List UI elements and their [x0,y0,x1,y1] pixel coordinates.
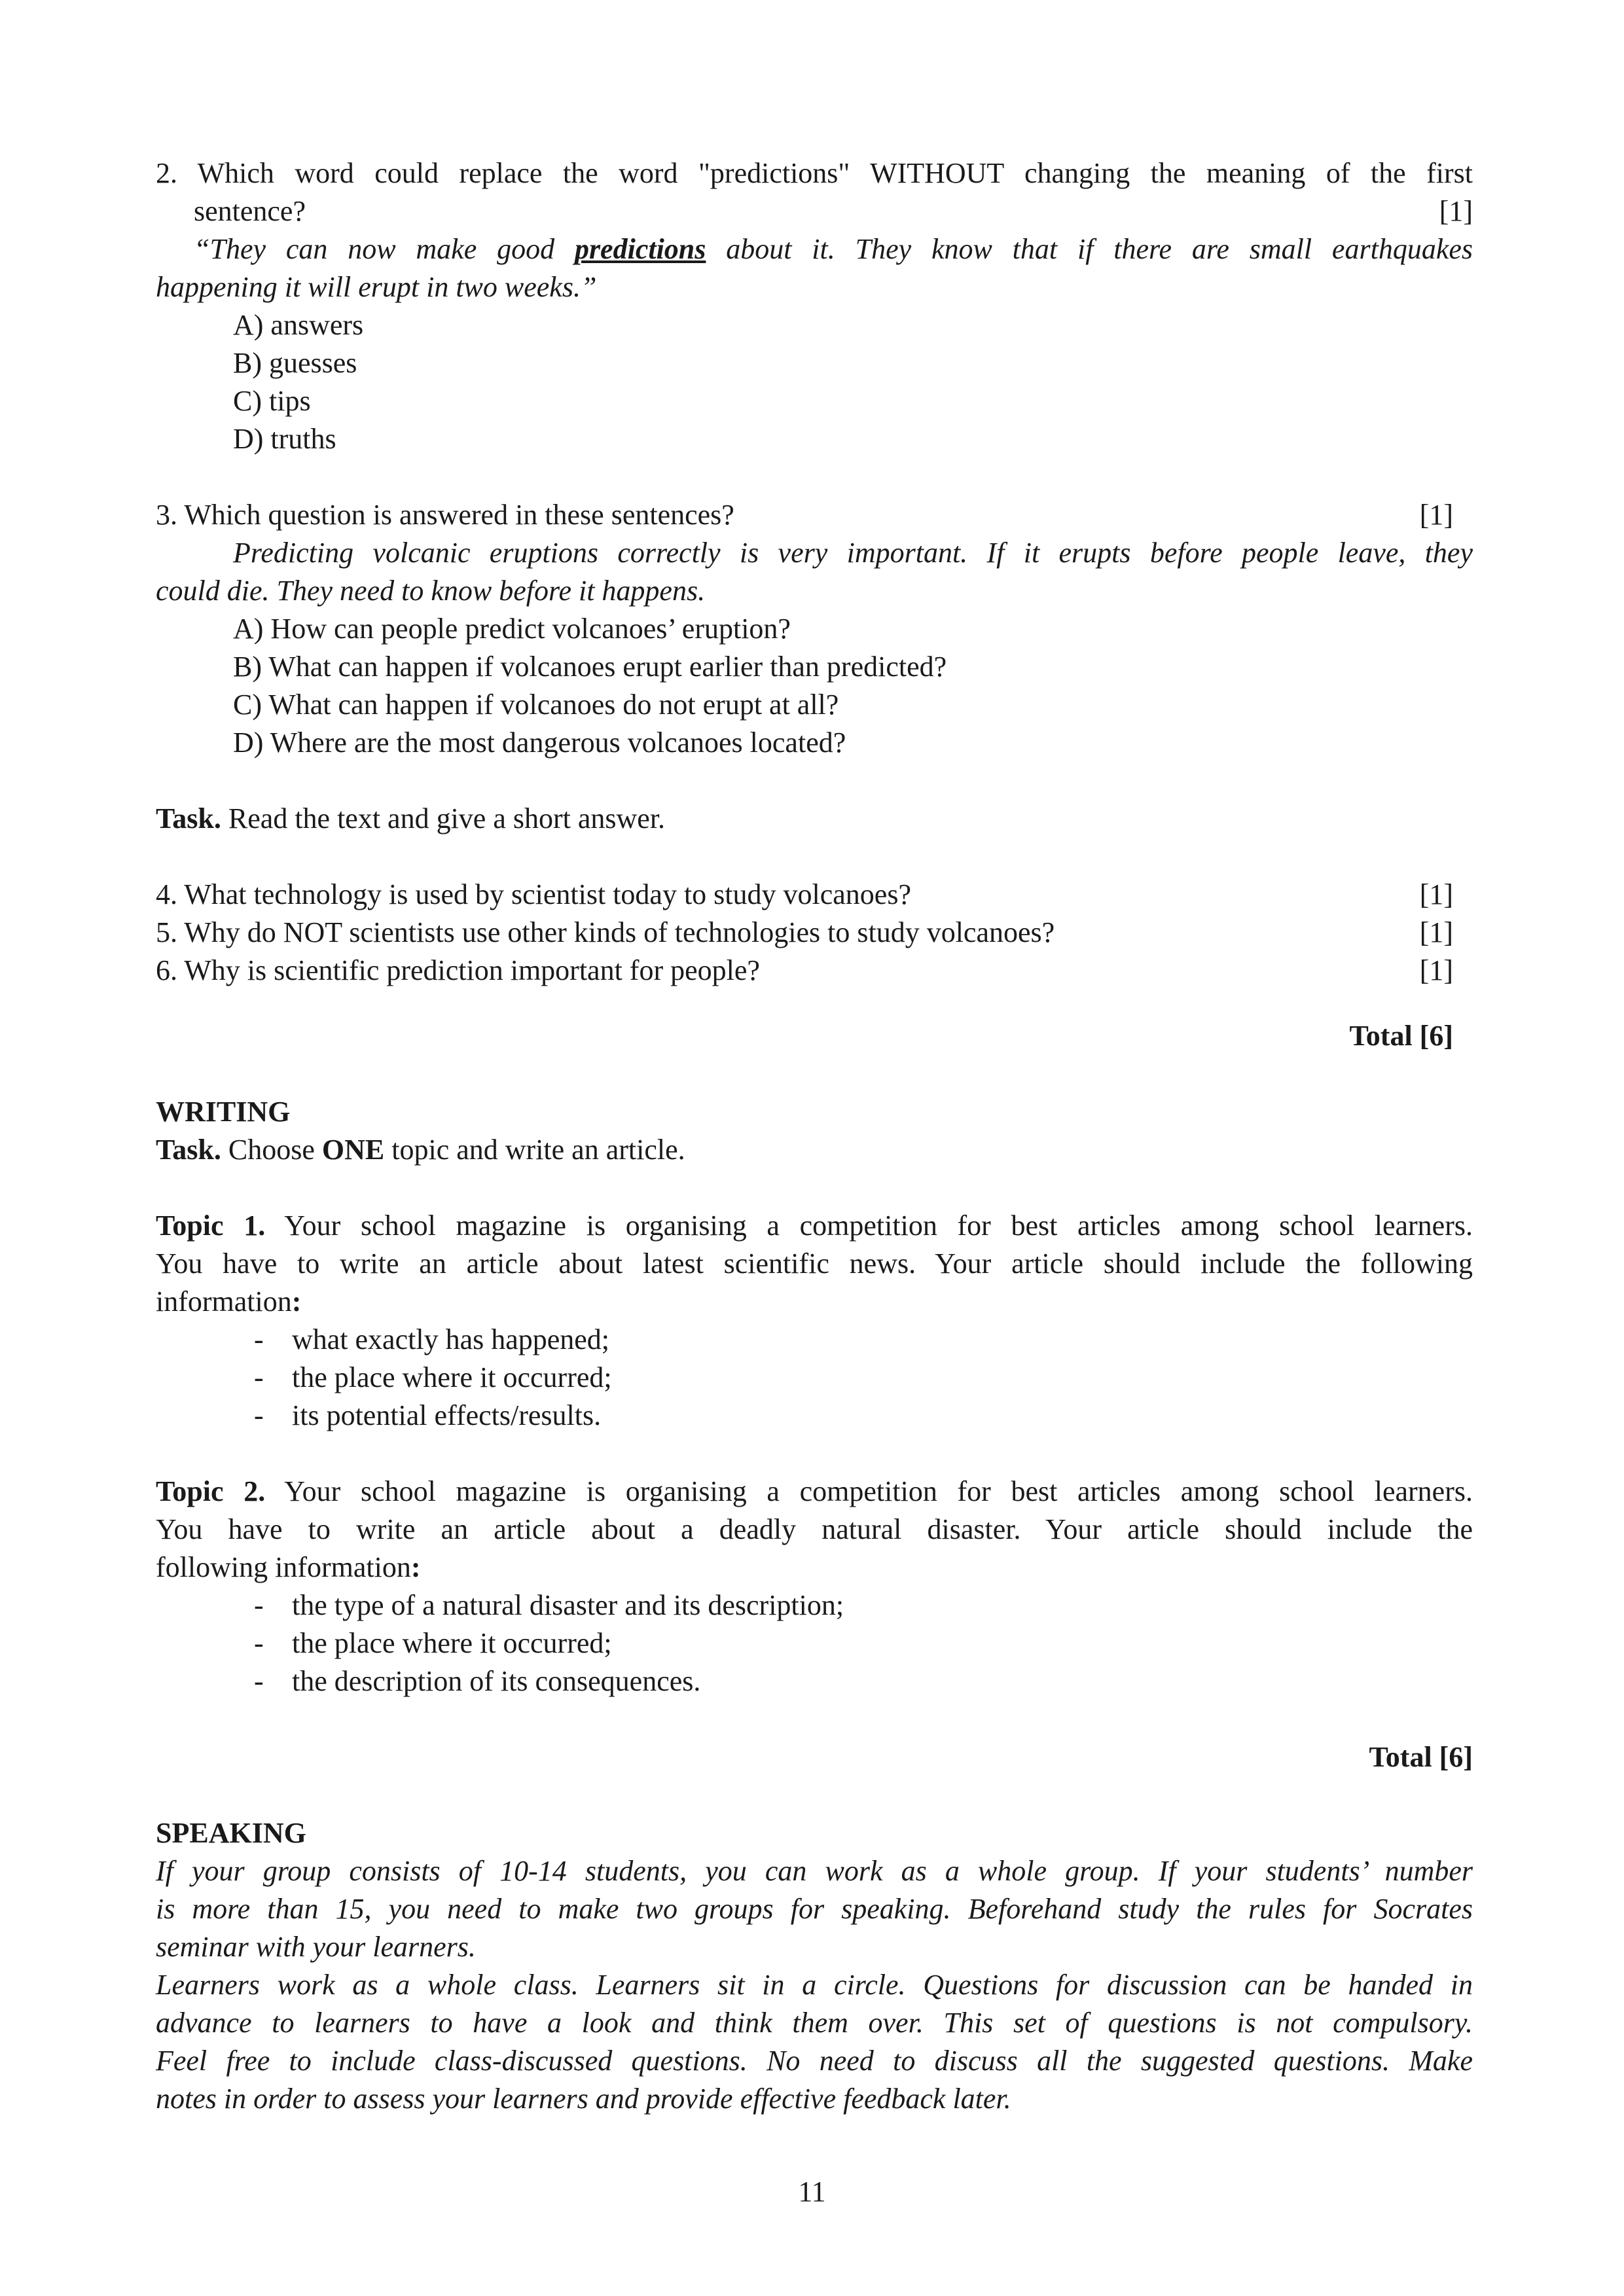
short-answer-task: Task. Read the text and give a short answer. [156,802,666,834]
q3-quote-line2: could die. They need to know before it happens. [156,575,706,607]
document-page: 2. Which word could replace the word "predictions" WITHOUT changing the meaning of the first sentence? [1] “They can now make good predictions about it. They know that if there are small earthquakes happening it will erupt in two weeks.” A) answers B) guesses C) tips D) truths 3. Which question is answered in these sentences? [1] Predicting volcanic eruptions correctly is very important. If it erupts before people leave, they could die. They need to know before it happens. A) How can people predict volcanoes’ eruption? B) What can happen if volcanoes erupt earlier than predicted? C) What can happen if volcanoes do not erupt at all? D) Where are the most dangerous volcanoes located? Task. Read the text and give a short answer. 4. What technology is used by scientist today to study volcanoes? [1] 5. Why do NOT scientists use other kinds of technologies to study volcanoes? [1] 6. Why is scientific prediction important for people? [1] Total [6] WRITING Task. Choose ONE topic and write an article. Topic 1. Your school magazine is organising a competition for best articles among school learners. You have to write an article about latest scientific news. Your article should include the following information: - what exactly has happened; - the place where it occurred; - its potential effects/results. Topic 2. Your school magazine is organising a competition for best articles among school learners. You have to write an article about a deadly natural disaster. Your article should include the following information: - the type of a natural disaster and its description; - the place where it occurred; - the description of its consequences. Total [6] SPEAKING If your group consists of 10-14 students, you can work as a whole group. If your students’ number is more than 15, you need to make two groups for speaking. Beforehand study the rules for Socrates seminar with your learners. Learners work as a whole class. Learners sit in a circle. Questions for discussion can be handed in advance to learners to have a look and think them over. This set of questions is not compulsory. Feel free to include class-discussed questions. No need to discuss all the suggested questions. Make notes in order to assess your learners and provide effective feedback later. 11 [0,0,1624,2296]
q2-prompt-line2 [194,192,1473,230]
page-number: 11 [798,2176,826,2208]
q2-key-word: predictions [574,233,706,265]
speaking-line-7: notes in order to assess your learners and provide effective feedback later. [156,2083,1011,2115]
topic2-line1: Topic 2. Your school magazine is organising a competition for best articles among school learners. [156,1475,1473,1507]
q3-option-d: D) Where are the most dangerous volcanoes located? [233,726,846,759]
speaking-line-4: Learners work as a whole class. Learners sit in a circle. Questions for discussion can be handed in [156,1969,1473,2001]
topic1-line1: Topic 1. Your school magazine is organising a competition for best articles among school learners. [156,1210,1473,1242]
topic2-line3: following information: [156,1551,421,1583]
q2-option-d: D) truths [233,423,336,455]
q2-quote-line1: “They can now make good predictions about it. They know that if there are small earthquakes [194,233,1473,265]
speaking-heading: SPEAKING [156,1817,306,1849]
short-question-4: 4. What technology is used by scientist today to study volcanoes? [1] [156,878,1453,910]
q3-prompt: 3. Which question is answered in these sentences? [1] [156,496,1453,534]
q3-option-b: B) What can happen if volcanoes erupt earlier than predicted? [233,651,947,683]
topic1-line2: You have to write an article about latest scientific news. Your article should include the following [156,1247,1473,1280]
speaking-line-3: seminar with your learners. [156,1931,476,1963]
reading-total: Total [6] [1349,1020,1453,1052]
q2-option-b: B) guesses [233,347,357,379]
q2-option-a: A) answers [233,309,364,341]
q2-mark: [1] [1439,195,1473,227]
q3-option-c: C) What can happen if volcanoes do not erupt at all? [233,689,839,721]
speaking-line-6: Feel free to include class-discussed questions. No need to discuss all the suggested questions. Make [156,2045,1473,2077]
short-question-5: 5. Why do NOT scientists use other kinds of technologies to study volcanoes? [1] [156,916,1453,948]
writing-total: Total [6] [1369,1741,1473,1773]
q2-prompt-text: sentence? [194,195,306,227]
q3-mark: [1] [1419,499,1453,531]
speaking-line-5: advance to learners to have a look and think them over. This set of questions is not compulsory. [156,2007,1473,2039]
q2-option-c: C) tips [233,385,311,417]
speaking-line-1: If your group consists of 10-14 students, you can work as a whole group. If your students’ number [156,1855,1473,1887]
speaking-line-2: is more than 15, you need to make two groups for speaking. Beforehand study the rules for Socrates [156,1893,1473,1925]
q2-quote-line2: happening it will erupt in two weeks.” [156,271,597,303]
q3-option-a: A) How can people predict volcanoes’ eruption? [233,613,791,645]
topic2-line2: You have to write an article about a deadly natural disaster. Your article should include the [156,1513,1473,1545]
q2-prompt-line1: 2. Which word could replace the word "predictions" WITHOUT changing the meaning of the first [156,157,1473,189]
writing-heading: WRITING [156,1096,291,1128]
topic1-line3: information: [156,1285,302,1318]
q3-quote-line1: Predicting volcanic eruptions correctly is very important. If it erupts before people leave, they [233,537,1473,569]
writing-task: Task. Choose ONE topic and write an article. [156,1134,685,1166]
short-question-6: 6. Why is scientific prediction important for people? [1] [156,954,1453,986]
